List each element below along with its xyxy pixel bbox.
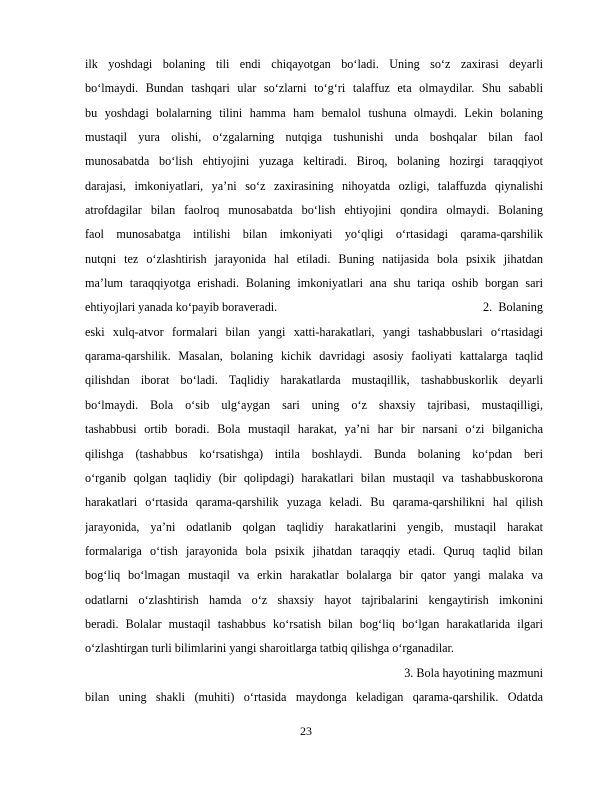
text-line: o‘zlashtirgan turli bilimlarini yangi sharoitlarga tatbiq qilishga o‘rganadilar.	[85, 641, 454, 656]
text-line: munosabatda bo‘lish ehtiyojini yuzaga keltiradi. Biroq, bolaning hozirgi taraqqiyot	[85, 154, 543, 169]
text-line: faol munosabatga intilishi bilan imkoniyati yo‘qligi o‘rtasidagi qarama-qarshilik	[85, 227, 543, 242]
text-line: bu yoshdagi bolalarning tilini hamma ham bemalol tushuna olmaydi. Lekin bolaning	[85, 105, 543, 120]
text-line: nutqni tez o‘zlashtirish jarayonida hal etiladi. Buning natijasida bola psixik jihatdan	[85, 251, 543, 266]
text-line: harakatlari o‘rtasida qarama-qarshilik yuzaga keladi. Bu qarama-qarshilikni hal qilish	[85, 495, 543, 510]
text-line: odatlarni o‘zlashtirish hamda o‘z shaxsiy hayot tajribalarini kengaytirish imkonini	[85, 592, 543, 607]
text-line: formalariga o‘tish jarayonida bola psixik jihatdan taraqqiy etadi. Quruq taqlid bilan	[85, 543, 543, 558]
paragraph-end-text: ehtiyojlari yanada ko‘payib boraveradi.	[85, 300, 278, 315]
text-line: o‘rganib qolgan taqlidiy (bir qolipdagi) harakatlari bilan mustaqil va tashabbuskorona	[85, 470, 543, 485]
text-line: mustaqil yura olishi, o‘zgalarning nutqiga tushunishi unda boshqalar bilan faol	[85, 130, 543, 145]
text-line: atrofdagilar bilan faolroq munosabatda bo‘lish ehtiyojini qondira olmaydi. Bolaning	[85, 203, 543, 218]
text-line: eski xulq-atvor formalari bilan yangi xatti-harakatlari, yangi tashabbuslari o‘rtasidagi	[85, 324, 543, 339]
text-line: bog‘liq bo‘lmagan mustaqil va erkin harakatlar bolalarga bir qator yangi malaka va	[85, 568, 543, 583]
section-number: 2.	[483, 300, 493, 315]
text-line: tashabbusi ortib boradi. Bola mustaqil harakat, ya’ni har bir narsani o‘zi bilganicha	[85, 422, 543, 437]
text-line: bilan uning shakli (muhiti) o‘rtasida maydonga keladigan qarama-qarshilik. Odatda	[85, 689, 543, 704]
text-line: qilishdan iborat bo‘ladi. Taqlidiy harakatlarda mustaqillik, tashabbuskorlik deyarli	[85, 373, 543, 388]
text-line: darajasi, imkoniyatlari, ya’ni so‘z zaxirasining nihoyatda ozligi, talaffuzda qiynalishi	[85, 178, 543, 193]
section-3-heading-line: 3. Bola hayotining mazmuni	[404, 665, 543, 680]
text-line: beradi. Bolalar mustaqil tashabbus ko‘rsatish bilan bog‘liq bo‘lgan harakatlarida ilgari	[85, 616, 543, 631]
text-line-section-2	[85, 295, 543, 319]
text-line: ilk yoshdagi bolaning tili endi chiqayotgan bo‘ladi. Uning so‘z zaxirasi deyarli	[85, 57, 543, 71]
text-line: qilishga (tashabbus ko‘rsatishga) intila boshlaydi. Bunda bolaning ko‘pdan beri	[85, 446, 543, 461]
section-first-word: Bolaning	[498, 300, 543, 315]
document-body	[85, 52, 543, 709]
text-line: ma’lum taraqqiyotga erishadi. Bolaning imkoniyatlari ana shu tariqa oshib borgan sari	[85, 276, 543, 291]
text-line: bo‘lmaydi. Bundan tashqari ular so‘zlarni to‘g‘ri talaffuz eta olmaydilar. Shu sababli	[85, 81, 543, 96]
text-line: bo‘lmaydi. Bola o‘sib ulg‘aygan sari uning o‘z shaxsiy tajribasi, mustaqilligi,	[85, 397, 543, 412]
text-line: jarayonida, ya’ni odatlanib qolgan taqlidiy harakatlarini yengib, mustaqil harakat	[85, 519, 543, 534]
text-line: qarama-qarshilik. Masalan, bolaning kichik davridagi asosiy faoliyati kattalarga taqlid	[85, 349, 543, 364]
page-number: 23	[300, 724, 312, 738]
